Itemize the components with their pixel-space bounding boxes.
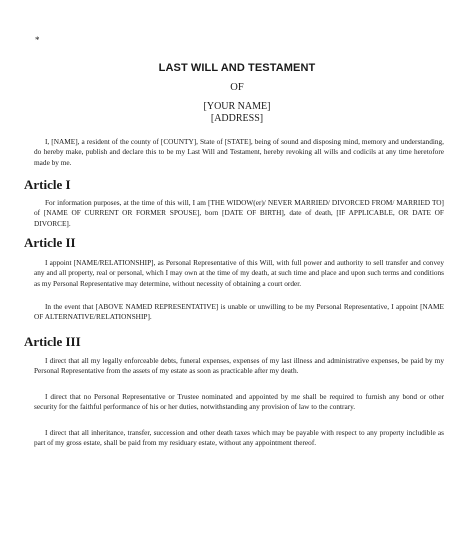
article-1-paragraph-1: For information purposes, at the time of this will, I am [THE WIDOW(er)/ NEVER MARRIED/ DIVORCED FROM/ MARRIED TO] of [NAME OF CURRENT OR FORMER SPOUSE], born [DATE OF BIRTH], date of death, [IF APPLICABLE, OR DATE OF DIVORCE].: [34, 198, 444, 228]
article-1-heading: Article I: [24, 177, 71, 192]
testator-address-placeholder: [ADDRESS]: [210, 113, 264, 124]
corner-mark: *: [35, 35, 40, 45]
article-2-paragraph-1: I appoint [NAME/RELATIONSHIP], as Personal Representative of this Will, with full power and authority to sell transfer and convey any and all property, real or personal, which I may own at the time of my death, at such time and place and upon such terms and conditions as my Personal Representative may determine, without necessity of obtaining a court order.: [34, 258, 444, 288]
testator-name-placeholder: [YOUR NAME]: [203, 101, 271, 112]
intro-paragraph: I, [NAME], a resident of the county of [COUNTY], State of [STATE], being of sound and disposing mind, memory and understanding, do hereby make, publish and declare this to be my Last Will and Testament, hereby revoking all wills and codicils at any time heretofore made by me.: [34, 137, 444, 167]
article-2-paragraph-2: In the event that [ABOVE NAMED REPRESENTATIVE] is unable or unwilling to be my Personal Representative, I appoint [NAME OF ALTERNATIVE/RELATIONSHIP].: [34, 302, 444, 322]
article-3-heading: Article III: [24, 334, 81, 349]
article-2-heading: Article II: [24, 235, 76, 250]
of-label: OF: [230, 82, 244, 93]
document-title: LAST WILL AND TESTAMENT: [158, 62, 316, 74]
article-3-paragraph-3: I direct that all inheritance, transfer, succession and other death taxes which may be payable with respect to any property includible as part of my gross estate, shall be paid from my residuary estate, without any appointment thereof.: [34, 428, 444, 448]
article-3-paragraph-2: I direct that no Personal Representative or Trustee nominated and appointed by me shall be required to furnish any bond or other security for the faithful performance of his or her duties, notwithstanding any provision of law to the contrary.: [34, 392, 444, 412]
article-3-paragraph-1: I direct that all my legally enforceable debts, funeral expenses, expenses of my last illness and administrative expenses, be paid by my Personal Representative from the assets of my estate as soon as practicable after my death.: [34, 356, 444, 376]
